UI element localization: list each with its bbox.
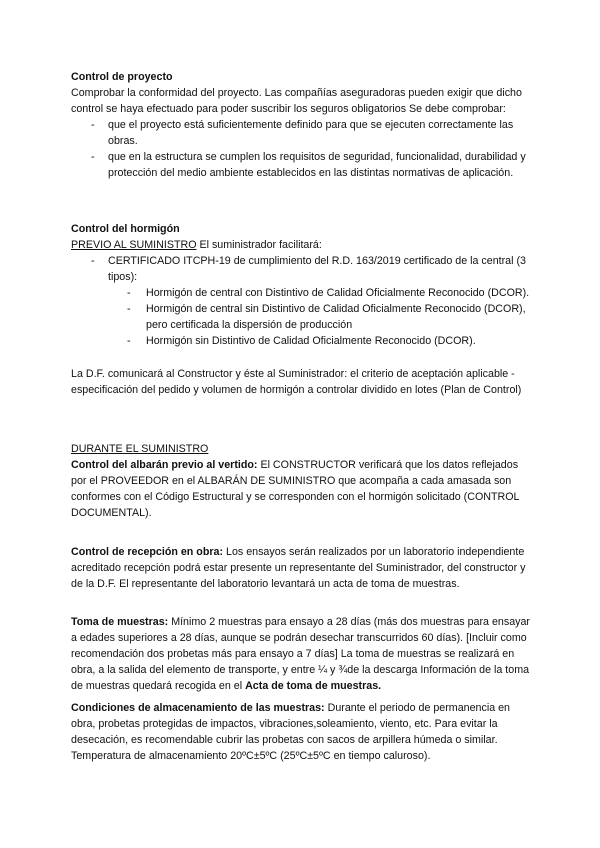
- pre-supply-line: [71, 237, 533, 253]
- list-item: - que el proyecto está suficientemente definido para que se ejecuten correctamente las obras.: [71, 117, 533, 149]
- sampling-heading: Toma de muestras:: [71, 616, 169, 628]
- certificate-list: [71, 253, 533, 349]
- pre-supply-label: PREVIO AL SUMINISTRO: [71, 239, 197, 251]
- project-check-list: [71, 117, 533, 181]
- sampling-act: Acta de toma de muestras.: [245, 680, 382, 692]
- project-intro: Comprobar la conformidad del proyecto. Las compañías aseguradoras pueden exigir que dicho control se haya efectuado para poder suscribir los seguros obligatorios Se debe comprobar:: [71, 87, 522, 115]
- section-sampling: Toma de muestras: Mínimo 2 muestras para ensayo a 28 días (más dos muestras para ensayar a edades superiores a 28 días, aunque se podrán desechar transcurridos 60 días). [Incluir como recomendación dos probetas más para ensayo a 7 días] La toma de muestras se realizará en obra, a la salida del elemento de transporte, y entre ¼ y ¾de la descarga Información de la toma de muestras quedará recogida en el Acta de toma de muestras.: [71, 616, 530, 692]
- during-label: DURANTE EL SUMINISTRO: [71, 443, 209, 455]
- section-storage: Condiciones de almacenamiento de las muestras: Durante el periodo de permanencia en obra, probetas protegidas de impactos, vibraciones,soleamiento, viento, etc. Para evitar la desecación, es recomendable cubrir las probetas con sacos de arpillera húmeda o similar. Temperatura de almacenamiento 20ºC±5ºC (25ºC±5ºC en tiempo caluroso).: [71, 702, 510, 762]
- list-item: - Hormigón de central sin Distintivo de Calidad Oficialmente Reconocido (DCOR), pero certificada la dispersión de producción: [71, 301, 533, 333]
- list-item: - CERTIFICADO ITCPH-19 de cumplimiento del R.D. 163/2019 certificado de la central (3 tipos): - Hormigón de central con Distintivo de Calidad Oficialmente Reconocido (DCOR). - Hormigón de central sin Distintivo de Calidad Oficialmente Reconocido (DCOR), pero certificada la dispersión de producción - Hormigón sin Distintivo de Calidad Oficialmente Reconocido (DCOR).: [71, 253, 533, 349]
- pre-supply-text: El suministrador facilitará:: [196, 239, 322, 251]
- df-communication: La D.F. comunicará al Constructor y éste al Suministrador: el criterio de aceptación aplicable -especificación del pedido y volumen de hormigón a controlar dividido en lotes (Plan de Control): [71, 368, 522, 396]
- albaran-paragraph: Control del albarán previo al vertido: El CONSTRUCTOR verificará que los datos reflejados por el PROVEEDOR en el ALBARÁN DE SUMINISTRO que acompaña a cada amasada son conformes con el Código Estructural y se corresponden con el hormigón solicitado (CONTROL DOCUMENTAL).: [71, 459, 520, 519]
- storage-heading: Condiciones de almacenamiento de las muestras:: [71, 702, 325, 714]
- albaran-heading: Control del albarán previo al vertido:: [71, 459, 258, 471]
- section-reception: Control de recepción en obra: Los ensayos serán realizados por un laboratorio independiente acreditado recepción podrá estar presente un representante del Suministrador, del constructor y de la D.F. El representante del laboratorio levantará un acta de toma de muestras.: [71, 546, 526, 590]
- reception-heading: Control de recepción en obra:: [71, 546, 224, 558]
- list-item: - Hormigón sin Distintivo de Calidad Oficialmente Reconocido (DCOR).: [71, 333, 533, 349]
- list-item: - que en la estructura se cumplen los requisitos de seguridad, funcionalidad, durabilidad y protección del medio ambiente establecidos en las distintas normativas de aplicación.: [71, 149, 533, 181]
- list-item: - Hormigón de central con Distintivo de Calidad Oficialmente Reconocido (DCOR).: [71, 285, 533, 301]
- section-concrete: [71, 221, 533, 349]
- section-project: [71, 69, 533, 181]
- concrete-heading: Control del hormigón: [71, 223, 180, 235]
- project-heading: Control de proyecto: [71, 71, 173, 83]
- concrete-types-list: [71, 285, 533, 349]
- section-during-supply: [71, 441, 533, 521]
